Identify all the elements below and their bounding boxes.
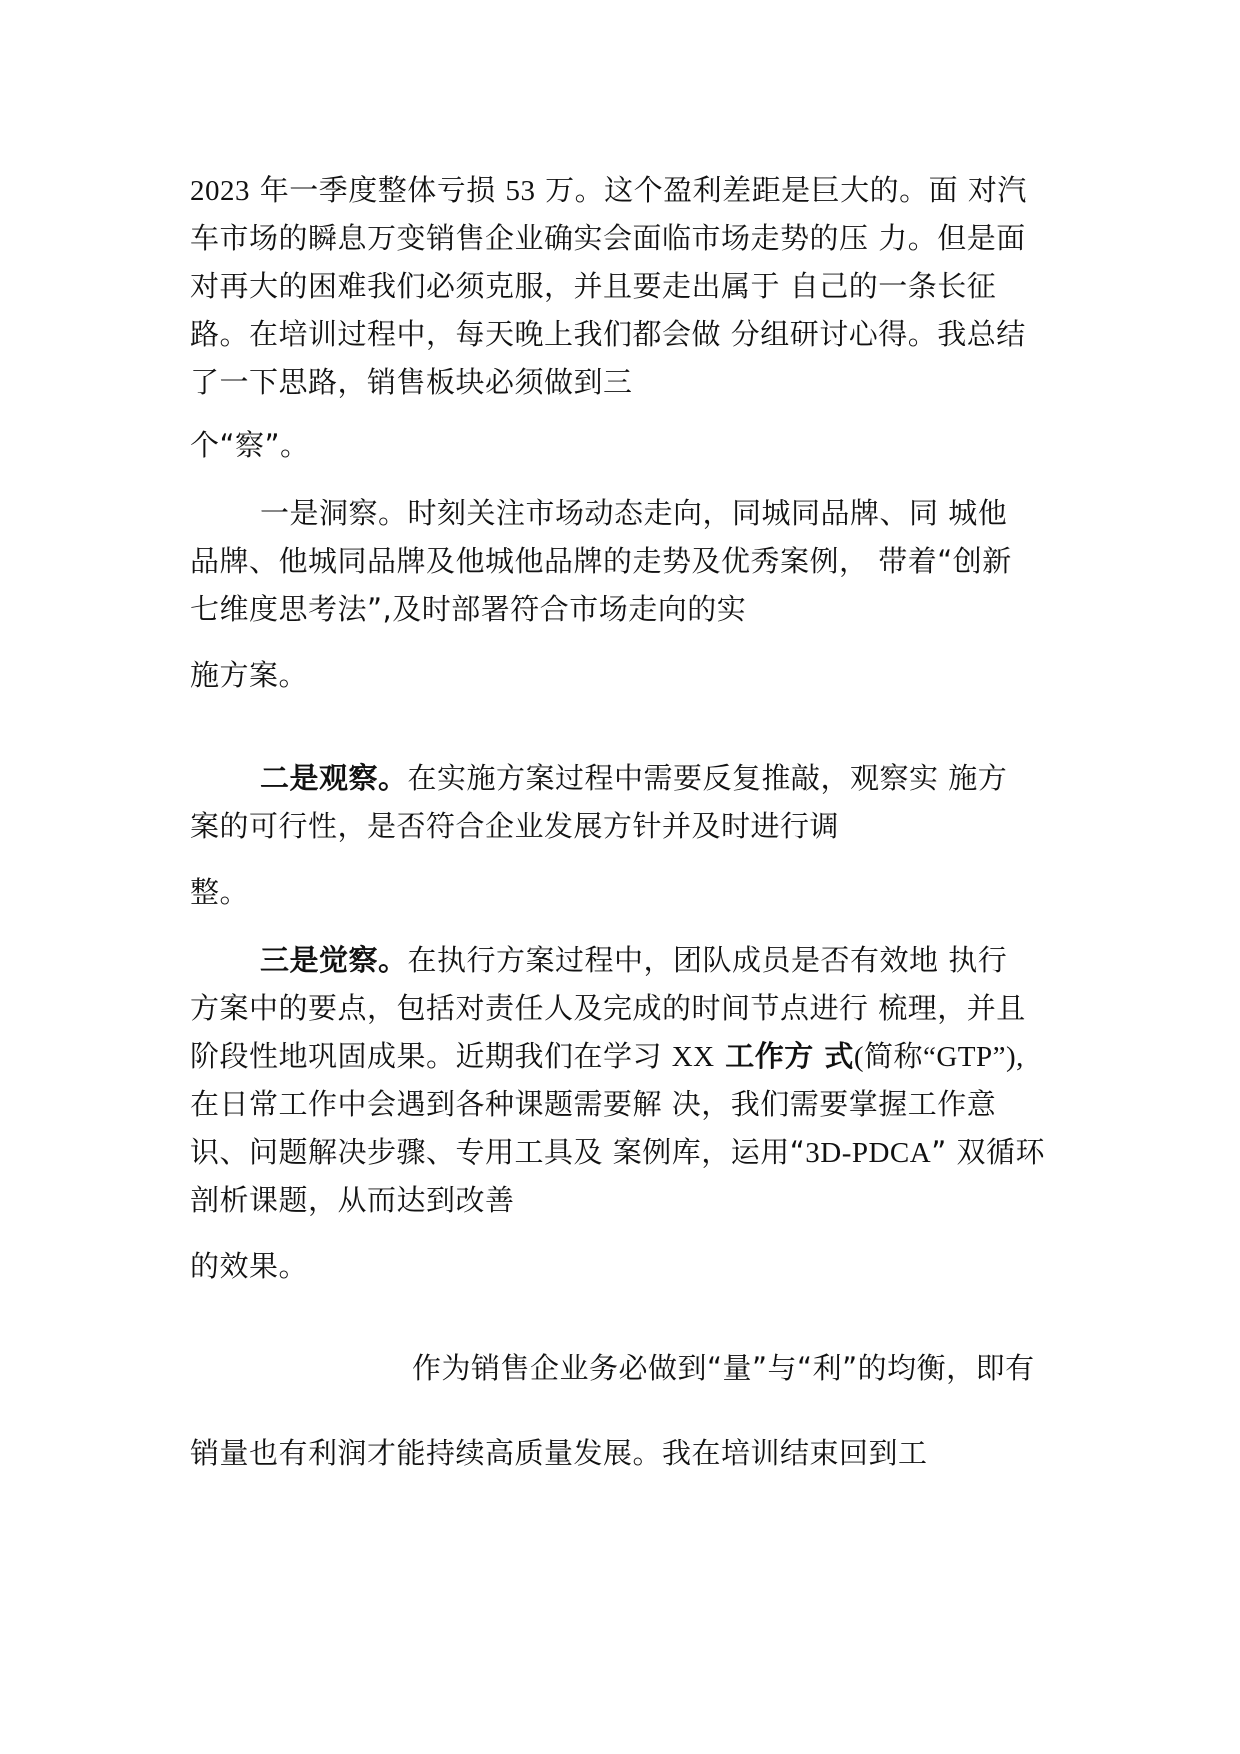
paragraph-1-line-5: 了一下思路，销售板块必须做到三 xyxy=(190,365,633,399)
paragraph-4-line-5: 识、问题解决步骤、专用工具及 案例库，运用“3D-PDCA” 双循环 xyxy=(190,1135,1045,1169)
paragraph-4-line-2: 方案中的要点，包括对责任人及完成的时间节点进行 梳理，并且 xyxy=(190,991,1026,1025)
paragraph-3-line-3: 整。 xyxy=(190,875,250,909)
pdca-text: 3D-PDCA xyxy=(805,1137,932,1169)
paragraph-4-line-3: 阶段性地巩固成果。近期我们在学习 XX 工作方 式(简称“GTP”), xyxy=(190,1039,1024,1073)
paragraph-5-line-2: 销量也有利润才能持续高质量发展。我在培训结束回到工 xyxy=(190,1436,928,1470)
paragraph-1-line-1: 2023 年一季度整体亏损 53 万。这个盈利差距是巨大的。面 对汽 xyxy=(190,173,1027,207)
paragraph-1-line-6: 个“察”。 xyxy=(190,428,310,462)
gtp-abbrev: (简称“GTP”), xyxy=(853,1041,1024,1073)
paragraph-4-line-1: 三是觉察。在执行方案过程中，团队成员是否有效地 执行 xyxy=(260,943,1008,977)
year-text: 2023 xyxy=(190,175,250,207)
paragraph-3-line-1: 二是观察。在实施方案过程中需要反复推敲，观察实 施方 xyxy=(260,761,1008,795)
paragraph-1-line-2: 车市场的瞬息万变销售企业确实会面临市场走势的压 力。但是面 xyxy=(190,221,1026,255)
paragraph-4-line-6: 剖析课题，从而达到改善 xyxy=(190,1183,515,1217)
paragraph-4-line-7: 的效果。 xyxy=(190,1249,309,1283)
awareness-heading: 三是觉察。 xyxy=(260,943,408,977)
paragraph-2-line-1: 一是洞察。时刻关注市场动态走向，同城同品牌、同 城他 xyxy=(260,496,1008,530)
xx-text: XX xyxy=(671,1041,715,1073)
paragraph-2-line-4: 施方案。 xyxy=(190,658,309,692)
loss-amount: 53 xyxy=(505,175,536,207)
paragraph-2-line-3: 七维度思考法”,及时部署符合市场走向的实 xyxy=(190,592,747,626)
paragraph-2-line-2: 品牌、他城同品牌及他城他品牌的走势及优秀案例， 带着“创新 xyxy=(190,544,1012,578)
paragraph-1-line-4: 路。在培训过程中，每天晚上我们都会做 分组研讨心得。我总结 xyxy=(190,317,1026,351)
paragraph-1-line-3: 对再大的困难我们必须克服，并且要走出属于 自己的一条长征 xyxy=(190,269,997,303)
paragraph-3-line-2: 案的可行性，是否符合企业发展方针并及时进行调 xyxy=(190,809,840,843)
observe-heading: 二是观察。 xyxy=(260,761,408,795)
paragraph-4-line-4: 在日常工作中会遇到各种课题需要解 决，我们需要掌握工作意 xyxy=(190,1087,997,1121)
paragraph-5-line-1: 作为销售企业务必做到“量”与“利”的均衡，即有 xyxy=(412,1351,1035,1385)
